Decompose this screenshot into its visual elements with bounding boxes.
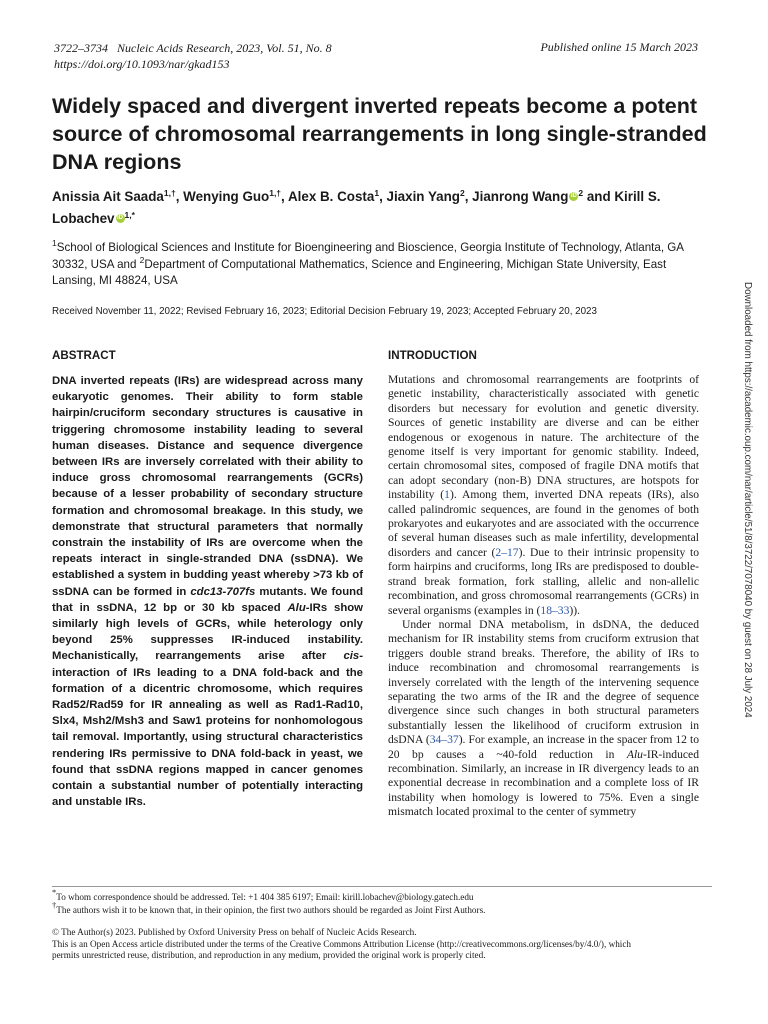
correspondence-note	[52, 887, 712, 904]
footnote-text: To whom correspondence should be addressed. Tel: +1 404 385 6197; Email: kirill.lobachev@biology.gatech.edu	[56, 892, 474, 902]
author-affiliation-marker: 2	[578, 188, 584, 198]
footnote-divider	[52, 886, 712, 887]
intro-text: -IR-induced recombination. Similarly, an increase in IR divergency leads to an exponential decrease in recombination and a complete loss of IR instability when homology is lowered to 75%. Even a single mismatch located proximal to the center of symmetry	[388, 747, 699, 819]
intro-text: ). For example, an increase in the spacer from 12 to 20 bp causes a ~40-fold reduction in	[388, 733, 700, 761]
citation-link[interactable]: 18–33	[540, 603, 570, 617]
running-header	[54, 40, 332, 72]
license-notice	[52, 927, 712, 962]
author-affiliation-marker: 1,†	[163, 188, 176, 198]
abstract-part: mutants. We found that in ssDNA, 12 bp or 30 kb spaced	[52, 585, 364, 614]
intro-text: )).	[569, 603, 581, 617]
copyright-line: © The Author(s) 2023. Published by Oxford University Press on behalf of Nucleic Acids Research.	[52, 927, 417, 937]
intro-paragraph-2	[388, 618, 699, 820]
author-name: Kirill S. Lobachev	[52, 189, 661, 226]
download-notice: Downloaded from https://academic.oup.com/nar/article/51/8/3722/7078040 by guest on 28 July 2024	[742, 282, 753, 718]
intro-text: Under normal DNA metabolism, in dsDNA, the deduced mechanism for IR instability stems from cruciform extrusion that triggers double strand breaks. Therefore, the ability of IRs to induce recombination and chromosomal rearrangements is inversely correlated with the length of the intervening sequence separating the two arms of the IR and the degree of sequence divergence since such changes in both structural parameters substantially lessen the likelihood of cruciform extrusion in dsDNA (	[388, 617, 699, 747]
joint-authorship-note	[52, 900, 712, 917]
introduction-text	[388, 373, 699, 820]
author-separator: ,	[464, 189, 473, 204]
footnote-text: The authors wish it to be known that, in their opinion, the first two authors should be regarded as Joint First Authors.	[56, 905, 486, 915]
abstract-heading: ABSTRACT	[52, 349, 116, 362]
author-affiliation-marker: 1,†	[269, 188, 282, 198]
intro-text: ). Due to their intrinsic propensity to form hairpins and cruciforms, long IRs are predisposed to double-strand break formation, fork stalling, allelic and non-allelic recombination, and gross chromosomal rearrangements (GCRs) in several organisms (examples in (	[388, 545, 699, 617]
doi-link[interactable]: https://doi.org/10.1093/nar/gkad153	[54, 57, 230, 71]
author-list	[52, 186, 712, 230]
author-name: Wenying Guo	[183, 189, 270, 204]
affiliation-1: School of Biological Sciences and Institute for Bioengineering and Bioscience, Georgia Institute of Technology, Atlanta, GA 30332, USA and	[52, 241, 684, 271]
footnotes	[52, 887, 712, 917]
download-watermark	[742, 282, 759, 752]
affiliation-marker-2: 2	[139, 254, 145, 265]
abstract-part: -IRs show similarly high levels of GCRs, while heterology only beyond 25% suppresses IR-induced instability. Mechanistically, rearrangements arise after	[52, 601, 364, 663]
intro-text: Mutations and chromosomal rearrangements are footprints of genetic instability, characteristically associated with genetic disorders but necessary for evolution and genetic diversity. Sources of genetic instability are diverse and can be either endogenous or exogenous in nature. The architecture of the genome itself is very important for genomic stability. Indeed, certain chromosomal sites, composed of fragile DNA motifs that can adopt secondary (non-B) DNA structures, are hotspots for instability (	[388, 373, 699, 502]
intro-italic: Alu	[626, 747, 643, 761]
footnote-marker: *	[52, 887, 57, 897]
intro-paragraph-1	[388, 373, 699, 618]
author-separator: and	[583, 189, 615, 204]
license-line: This is an Open Access article distributed under the terms of the Creative Commons Attribution License (http://creativecommons.org/licenses/by/4.0/), which	[52, 938, 632, 949]
orcid-icon[interactable]: iD	[117, 215, 124, 221]
author-affiliation-marker: 1	[374, 188, 380, 198]
license-line: permits unrestricted reuse, distribution, and reproduction in any medium, provided the original work is properly cited.	[52, 950, 486, 961]
author-separator: ,	[379, 189, 387, 204]
author-affiliation-marker: 2	[459, 188, 465, 198]
affiliations	[52, 240, 712, 290]
intro-text: ). Among them, inverted DNA repeats (IRs), also called palindromic sequences, are found in the genomes of both prokaryotes and eukaryotes and are associated with the occurrence of several human diseases such as male infertility, developmental disorders and cancer (	[388, 488, 699, 559]
affiliation-marker-1: 1	[52, 238, 57, 248]
publication-date: Published online 15 March 2023	[540, 40, 698, 54]
citation-link[interactable]: 34–37	[429, 733, 459, 747]
affiliation-2: Department of Computational Mathematics, Science and Engineering, Michigan State University, East Lansing, MI 48824, USA	[52, 257, 667, 287]
abstract-italic: cdc13-707fs	[190, 585, 256, 598]
abstract-italic: Alu	[287, 601, 306, 614]
journal-citation: Nucleic Acids Research, 2023, Vol. 51, No. 8	[117, 41, 332, 55]
author-name: Alex B. Costa	[288, 189, 375, 204]
abstract-part: -interaction of IRs leading to a DNA fold-back and the formation of a dicentric chromosome, which requires Rad52/Rad59 for IR annealing as well as Rad1-Rad10, Slx4, Msh2/Msh3 and Saw1 proteins for nonhomologous tail removal. Importantly, using structural characteristics rendering IRs permissive to DNA fold-back in yeast, we found that ssDNA regions mapped in cancer genomes contain a substantial number of potentially interacting and unstable IRs.	[52, 650, 363, 809]
citation-link[interactable]: 2–17	[495, 545, 519, 559]
author-separator: ,	[175, 189, 184, 204]
orcid-icon[interactable]: iD	[570, 193, 577, 199]
introduction-heading: INTRODUCTION	[388, 349, 477, 362]
citation-link[interactable]: 1	[444, 488, 450, 502]
footnote-marker: †	[52, 900, 57, 910]
article-title: Widely spaced and divergent inverted repeats become a potent source of chromosomal rearrangements in long single-stranded DNA regions	[52, 94, 707, 174]
article-dates: Received November 11, 2022; Revised February 16, 2023; Editorial Decision February 19, 2023; Accepted February 20, 2023	[52, 306, 597, 317]
abstract-part: DNA inverted repeats (IRs) are widespread across many eukaryotic genomes. Their ability to form stable hairpin/cruciform secondary structures is causative in triggering chromosome instability leading to several human diseases. Distance and sequence divergence between IRs are inversely correlated with their ability to induce gross chromosomal rearrangements (GCRs) because of a lesser probability of secondary structure formation and chromosomal breakage. In this study, we demonstrate that structural parameters that normally constrain the instability of IRs are overcome when the repeats interact in single-stranded DNA (ssDNA). We established a system in budding yeast whereby >73 kb of ssDNA can be formed in	[52, 375, 363, 598]
author-name: Jianrong Wang	[472, 189, 569, 204]
author-name: Jiaxin Yang	[386, 189, 460, 204]
abstract-italic: cis	[343, 650, 360, 663]
author-separator: ,	[281, 189, 288, 204]
author-affiliation-marker: 1,*	[124, 210, 135, 220]
author-name: Anissia Ait Saada	[52, 189, 164, 204]
page-range: 3722–3734	[54, 41, 108, 55]
abstract-text	[52, 373, 363, 810]
